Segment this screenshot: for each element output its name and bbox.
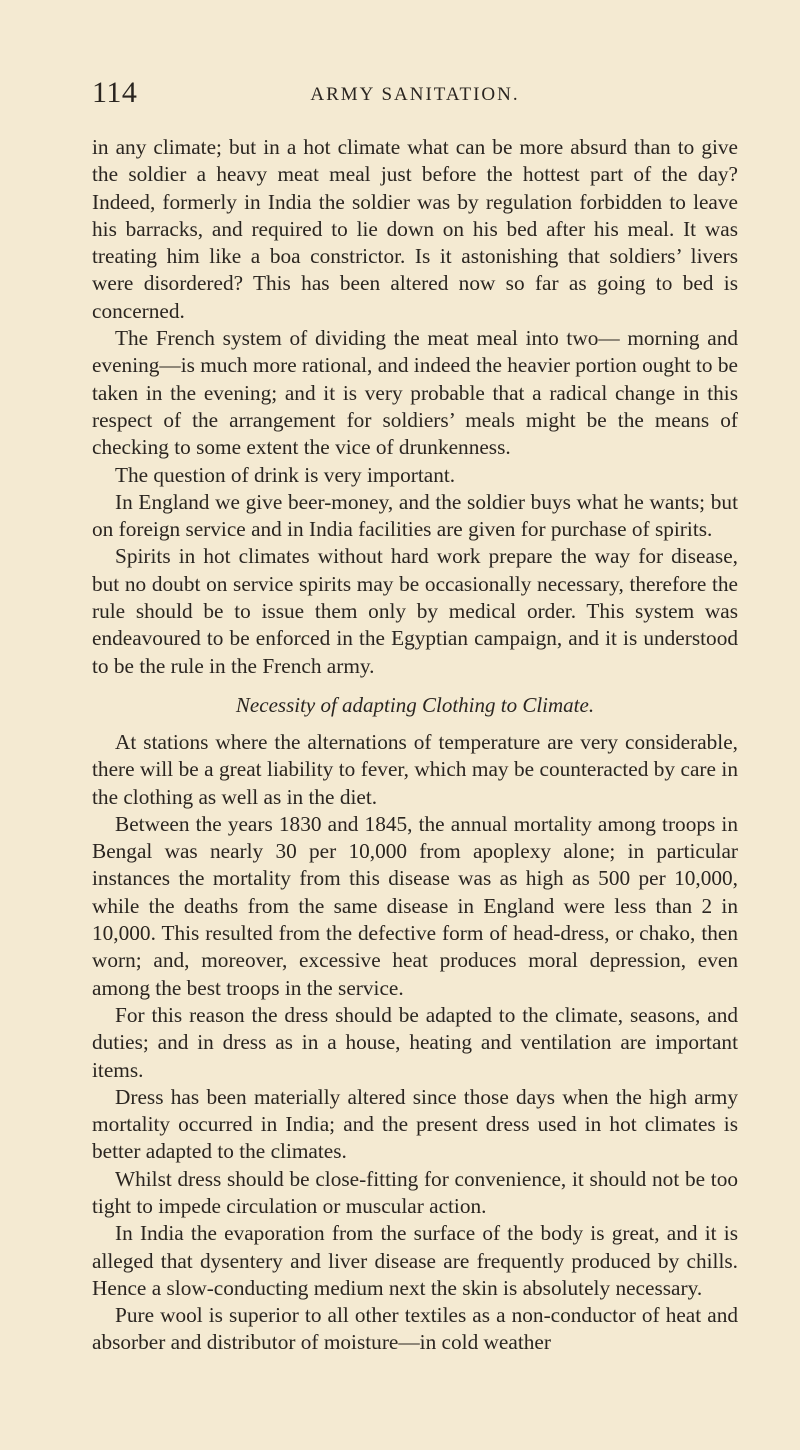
running-head (92, 76, 738, 110)
running-title: ARMY SANITATION. (310, 84, 520, 105)
section-heading: Necessity of adapting Clothing to Climate. (235, 692, 595, 717)
paragraph: Whilst dress should be close-fitting for convenience, it should not be too tight to impede circulation or muscular action. (92, 1166, 738, 1218)
paragraph: Pure wool is superior to all other textiles as a non-conductor of heat and absorber and distributor of moisture—in cold weather (92, 1303, 738, 1355)
paragraph: The French system of dividing the meat meal into two— morning and evening—is much more rational, and indeed the heavier portion ought to be taken in the evening; and it is very probable that a radical change in this respect of the arrangement for soldiers’ meals might be the means of checking to some extent the vice of drunkenness. (92, 326, 738, 460)
paragraph: Between the years 1830 and 1845, the annual mortality among troops in Bengal was nearly 30 per 10,000 from apoplexy alone; in particular instances the mortality from this disease was as high as 500 per 10,000, while the deaths from the same disease in England were less than 2 in 10,000. This resulted from the defective form of head-dress, or chako, then worn; and, moreover, excessive heat produces moral depression, even among the best troops in the service. (92, 811, 738, 1000)
paragraph: In India the evaporation from the surface of the body is great, and it is alleged that dysentery and liver disease are frequently produced by chills. Hence a slow-conducting medium next the skin is absolutely necessary. (92, 1221, 738, 1300)
paragraph: Dress has been materially altered since those days when the high army mortality occurred in India; and the present dress used in hot climates is better adapted to the climates. (92, 1084, 738, 1164)
page-number: 114 (92, 76, 138, 109)
paragraph: The question of drink is very important. (115, 462, 456, 487)
body-text (92, 134, 738, 1357)
paragraph: In England we give beer-money, and the soldier buys what he wants; but on foreign service and in India facilities are given for purchase of spirits. (92, 489, 738, 542)
paragraph: Spirits in hot climates without hard work prepare the way for disease, but no doubt on service spirits may be occasionally necessary, therefore the rule should be to issue them only by medical order. This system was endeavoured to be enforced in the Egyptian campaign, and it is understood to be the rule in the French army. (92, 544, 738, 678)
paragraph: At stations where the alternations of temperature are very considerable, there will be a great liability to fever, which may be counteracted by care in the clothing as well as in the diet. (92, 729, 738, 809)
paragraph: in any climate; but in a hot climate what can be more absurd than to give the soldier a heavy meat meal just before the hottest part of the day? Indeed, formerly in India the soldier was by regulation forbidden to leave his barracks, and required to lie down on his bed after his meal. It was treating him like a boa constrictor. Is it astonishing that soldiers’ livers were disordered? This has been altered now so far as going to bed is concerned. (92, 135, 738, 323)
paragraph: For this reason the dress should be adapted to the climate, seasons, and duties; and in dress as in a house, heating and ventilation are important items. (92, 1002, 738, 1082)
